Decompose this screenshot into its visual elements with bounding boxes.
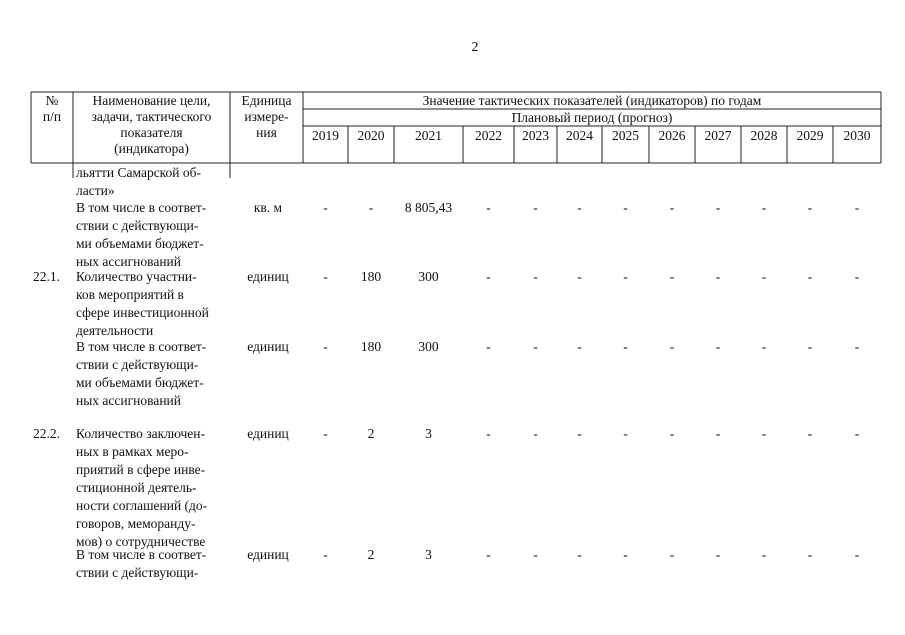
page-number: 2 (471, 40, 479, 55)
table-cell-2021: 3 (425, 426, 432, 441)
year-2029: 2029 (796, 128, 824, 143)
table-cell-2023: - (533, 426, 538, 441)
table-cell-2027: - (715, 200, 721, 215)
table-cell-2019: - (323, 269, 328, 284)
table-cell-2024: - (577, 339, 582, 354)
table-cell-2028: - (761, 200, 767, 215)
table-cell-2022: - (486, 200, 491, 215)
table-cell-2029: - (807, 200, 813, 215)
year-2028: 2028 (750, 128, 778, 143)
year-2024: 2024 (566, 128, 593, 143)
table-cell-2022: - (486, 547, 491, 562)
year-2021: 2021 (415, 128, 442, 143)
table-cell-2030: - (854, 339, 860, 354)
year-2019: 2019 (312, 128, 339, 143)
year-2030: 2030 (843, 128, 871, 143)
table-cell-2020: 2 (367, 426, 375, 441)
table-cell-2029: - (807, 269, 813, 284)
table-row-name: В том числе в соответ- ствии с действующи- (76, 547, 207, 580)
header-unit: Единица измере- ния (241, 93, 292, 140)
table-row-name: В том числе в соответ- ствии с действующи- ми объемами бюджет- ных ассигнований (76, 339, 207, 408)
header-values-title: Значение тактических показателей (индикаторов) по годам (422, 93, 762, 108)
table-row-number: 22.1. (33, 269, 60, 284)
table-cell-2029: - (807, 547, 813, 562)
table-cell-2030: - (854, 547, 860, 562)
table-row-number: 22.2. (33, 426, 60, 441)
table-cell-2026: - (669, 426, 675, 441)
table-cell-2026: - (669, 269, 675, 284)
table-cell-2023: - (533, 339, 538, 354)
table-cell-2021: 8 805,43 (404, 200, 453, 215)
year-2025: 2025 (612, 128, 639, 143)
table-row-name: В том числе в соответ- ствии с действующи- ми объемами бюджет- ных ассигнований (76, 200, 207, 269)
year-2023: 2023 (522, 128, 549, 143)
table-row-unit: единиц (247, 547, 289, 562)
table-cell-2027: - (715, 547, 721, 562)
table-cell-2029: - (807, 426, 813, 441)
table-cell-2023: - (533, 547, 538, 562)
table-row-name: льятти Самарской об- ласти» (76, 165, 202, 198)
table-cell-2022: - (486, 339, 491, 354)
table-row-name: Количество участни- ков мероприятий в сфере инвестиционной деятельности (76, 269, 209, 338)
table-cell-2024: - (577, 269, 582, 284)
table-cell-2025: - (623, 426, 628, 441)
table-cell-2025: - (623, 200, 628, 215)
table-cell-2021: 3 (425, 547, 432, 562)
table-cell-2020: 180 (360, 269, 382, 284)
table-cell-2024: - (577, 200, 582, 215)
table-cell-2023: - (533, 200, 538, 215)
table-row-unit: единиц (247, 269, 289, 284)
table-cell-2020: 180 (360, 339, 382, 354)
table-cell-2028: - (761, 269, 767, 284)
table-cell-2028: - (761, 426, 767, 441)
table-cell-2020: 2 (367, 547, 375, 562)
table-cell-2028: - (761, 547, 767, 562)
table-cell-2028: - (761, 339, 767, 354)
table-cell-2026: - (669, 200, 675, 215)
year-2027: 2027 (704, 128, 732, 143)
header-num: № п/п (42, 93, 62, 124)
table-row-unit: единиц (247, 339, 289, 354)
table-cell-2020: - (368, 200, 374, 215)
table-cell-2030: - (854, 200, 860, 215)
table-cell-2021: 300 (418, 269, 439, 284)
table-cell-2022: - (486, 269, 491, 284)
table-cell-2027: - (715, 269, 721, 284)
table-cell-2024: - (577, 547, 582, 562)
table-cell-2022: - (486, 426, 491, 441)
year-2026: 2026 (658, 128, 686, 143)
table-row-unit: кв. м (253, 200, 283, 215)
table-cell-2027: - (715, 339, 721, 354)
table-row-name: Количество заключен- ных в рамках меро- приятий в сфере инве- стиционной деятель- ности соглашений (до- говоров, меморанду- мов) о сотрудничестве (76, 426, 208, 549)
table-cell-2030: - (854, 426, 860, 441)
header-name: Наименование цели, задачи, тактического показателя (индикатора) (91, 93, 212, 156)
table-cell-2023: - (533, 269, 538, 284)
table-cell-2019: - (323, 339, 328, 354)
table-row-unit: единиц (247, 426, 289, 441)
table-cell-2019: - (323, 547, 328, 562)
year-2022: 2022 (475, 128, 502, 143)
table-cell-2019: - (323, 200, 328, 215)
table-cell-2026: - (669, 339, 675, 354)
table-cell-2021: 300 (418, 339, 439, 354)
table-cell-2030: - (854, 269, 860, 284)
header-planned-title: Плановый период (прогноз) (511, 110, 673, 125)
table-cell-2026: - (669, 547, 675, 562)
table-cell-2019: - (323, 426, 328, 441)
table-cell-2025: - (623, 547, 628, 562)
table-cell-2024: - (577, 426, 582, 441)
table-cell-2025: - (623, 339, 628, 354)
table-cell-2025: - (623, 269, 628, 284)
table-cell-2027: - (715, 426, 721, 441)
year-2020: 2020 (357, 128, 385, 143)
table-cell-2029: - (807, 339, 813, 354)
